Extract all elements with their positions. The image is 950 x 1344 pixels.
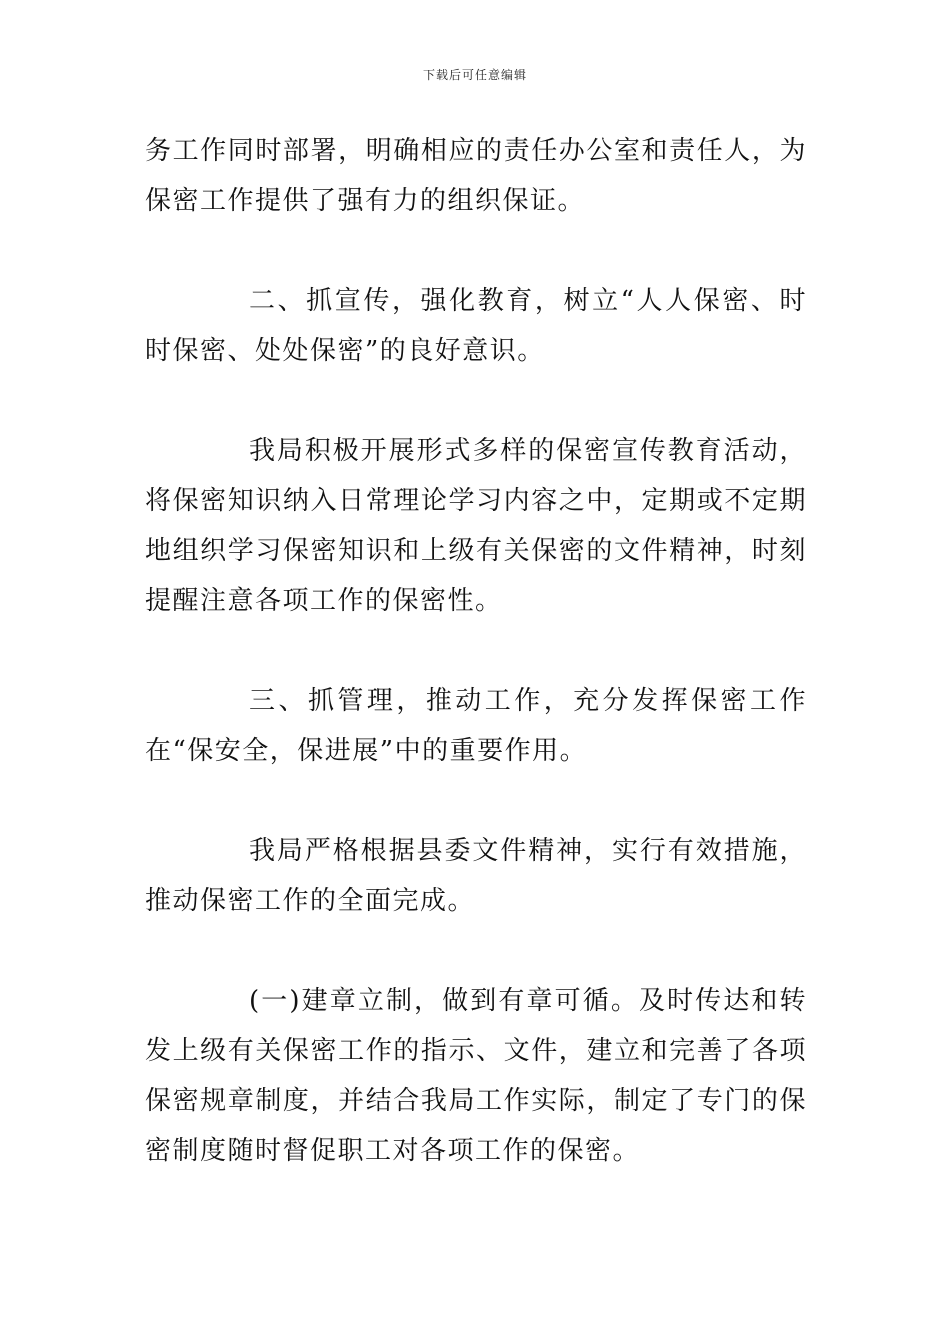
- paragraph-education: 我局积极开展形式多样的保密宣传教育活动，将保密知识纳入日常理论学习内容之中，定期或不定期地组织学习保密知识和上级有关保密的文件精神，时刻提醒注意各项工作的保密性。: [145, 436, 807, 616]
- paragraph-continuation: 务工作同时部署，明确相应的责任办公室和责任人，为保密工作提供了强有力的组织保证。: [145, 136, 807, 216]
- paragraph-gap: [145, 776, 807, 826]
- subsection-1: (一)建章立制，做到有章可循。及时传达和转发上级有关保密工作的指示、文件，建立和完善了各项保密规章制度，并结合我局工作实际，制定了专门的保密制度随时督促职工对各项工作的保密。: [145, 986, 807, 1166]
- page-header-note: 下载后可任意编辑: [422, 68, 527, 82]
- paragraph-gap: [145, 226, 807, 276]
- paragraph-gap: [145, 626, 807, 676]
- paragraph-gap: [145, 926, 807, 976]
- paragraph-gap: [145, 376, 807, 426]
- paragraph-measures: 我局严格根据县委文件精神，实行有效措施，推动保密工作的全面完成。: [145, 836, 807, 916]
- document-body: [145, 126, 807, 1176]
- section-heading-2: 二、抓宣传，强化教育，树立“人人保密、时时保密、处处保密”的良好意识。: [145, 286, 807, 366]
- section-heading-3: 三、抓管理，推动工作，充分发挥保密工作在“保安全，保进展”中的重要作用。: [145, 686, 807, 766]
